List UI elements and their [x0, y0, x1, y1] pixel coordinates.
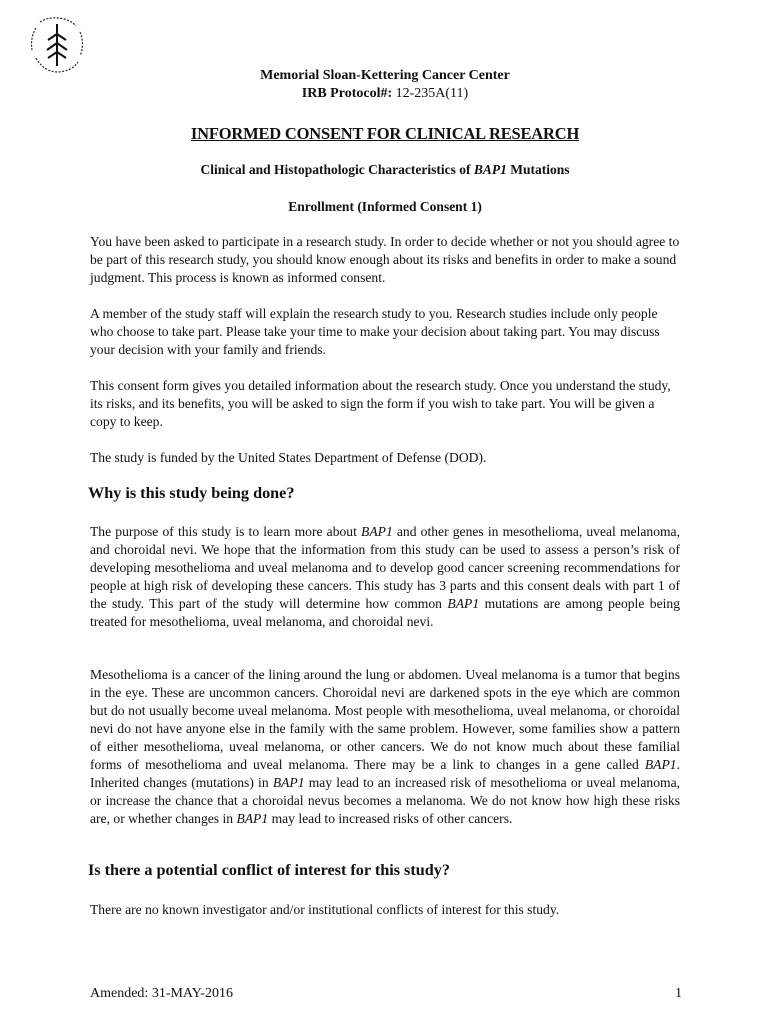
text-run: Mesothelioma is a cancer of the lining around the lung or abdomen. Uveal melanoma is a tumor that begins in the eye. These are uncommon cancers. Choroidal nevi are darkened spots in the eye which are common but do not usually become uveal melanoma. Most people with mesothelioma, uveal melanoma, or choroidal nevi do not have anyone else in the family with the same problem. However, some families show a pattern of either mesothelioma, uveal melanoma, or other cancers. We do not know much about these familial forms of mesothelioma and uveal melanoma. There may be a link to changes in a gene called: [90, 667, 680, 772]
protocol-label: IRB Protocol#:: [301, 86, 393, 101]
page-title: INFORMED CONSENT FOR CLINICAL RESEARCH: [190, 124, 580, 143]
text-run: The purpose of this study is to learn more about: [90, 524, 362, 539]
intro-paragraph-3: This consent form gives you detailed information about the research study. Once you understand the study, its risks, and its benefits, you will be asked to sign the form if you wish to take part. You will be given a copy to keep.: [90, 378, 671, 429]
section1-paragraph-1: [90, 523, 680, 631]
gene-name: BAP1: [361, 524, 393, 539]
gene-name: BAP1: [447, 596, 480, 611]
intro-paragraph-1: You have been asked to participate in a research study. In order to decide whether or not you should agree to be part of this research study, you should know enough about its risks and benefits in order to make a sound judgment. This process is known as informed consent.: [90, 234, 680, 285]
text-run: . Inherited changes (mutations) in: [90, 757, 680, 790]
gene-name: BAP1: [272, 775, 305, 790]
study-title: [0, 162, 770, 178]
text-run: may lead to increased risks of other cancers.: [268, 811, 513, 826]
text-run: and other genes in mesothelioma, uveal melanoma, and choroidal nevi. We hope that the information from this study can be used to assess a person’s risk of developing mesothelioma and uveal melanoma and to develop good cancer screening recommendations for people at high risk of developing these cancers. This study has 3 parts and this consent deals with part 1 of the study. This part of the study will determine how common: [90, 524, 680, 611]
text-run: may lead to an increased risk of mesothelioma or uveal melanoma, or increase the chance that a choroidal nevus becomes a melanoma. We do not know how high these risks are, or whether changes in: [90, 775, 681, 826]
section-heading-why: Why is this study being done?: [88, 484, 295, 502]
text-run: mutations are among people being treated for mesothelioma, uveal melanoma, and choroidal nevi.: [90, 596, 680, 629]
amended-date: Amended: 31-MAY-2016: [90, 986, 233, 1001]
protocol-line: [0, 85, 770, 102]
gene-name: BAP1: [644, 757, 677, 772]
enrollment-label: Enrollment (Informed Consent 1): [288, 199, 482, 214]
org-name: Memorial Sloan-Kettering Cancer Center: [260, 68, 510, 83]
section-heading-conflict: Is there a potential conflict of interest for this study?: [88, 861, 450, 879]
protocol-value: 12-235A(11): [392, 86, 469, 101]
section1-paragraph-2: [90, 666, 680, 828]
gene-name: BAP1: [236, 811, 269, 826]
study-title-post: Mutations: [506, 162, 570, 177]
study-title-pre: Clinical and Histopathologic Characteristics of: [200, 162, 474, 177]
page-number: 1: [675, 986, 682, 1001]
intro-paragraph-4: The study is funded by the United States Department of Defense (DOD).: [90, 450, 487, 465]
study-title-gene: BAP1: [473, 162, 507, 177]
intro-paragraph-2: A member of the study staff will explain the research study to you. Research studies include only people who choose to take part. Please take your time to make your decision about taking part. You may discuss your decision with your family and friends.: [90, 306, 660, 357]
section2-paragraph-1: There are no known investigator and/or institutional conflicts of interest for this study.: [90, 902, 560, 917]
